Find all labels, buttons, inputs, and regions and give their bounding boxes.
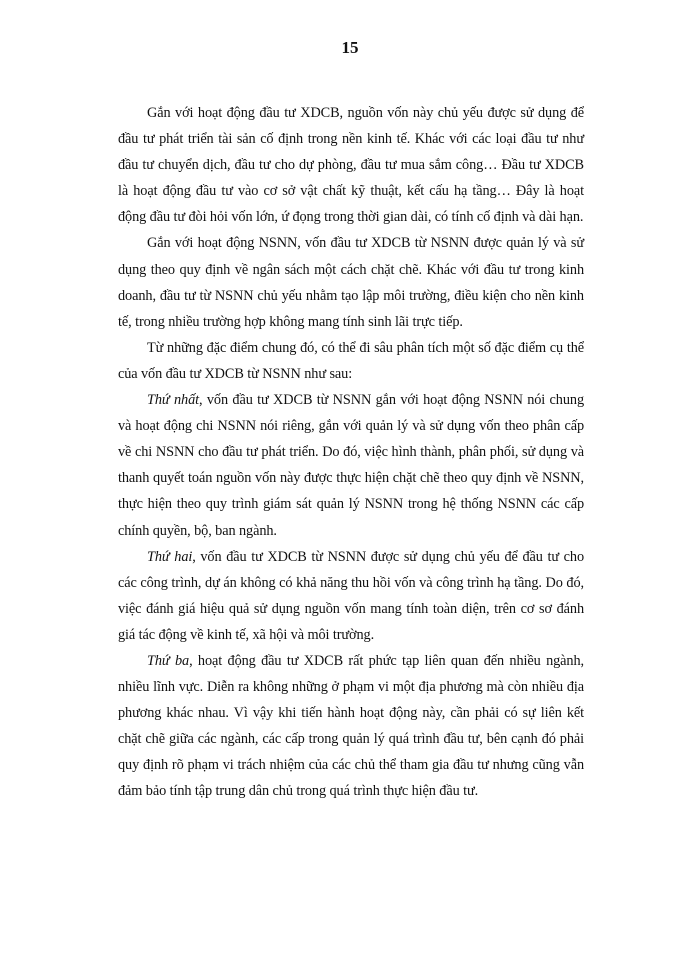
paragraph-6 [118,648,584,805]
paragraph-4 [118,387,584,544]
paragraph-1 [118,100,584,230]
paragraph-5 [118,544,584,648]
paragraph-text: , hoạt động đầu tư XDCB rất phức tạp liên quan đến nhiều ngành, nhiều lĩnh vực. Diễn ra không những ở phạm vi một địa phương mà còn nhiều địa phương khác nhau. Vì vậy khi tiến hành hoạt động này, cần phải có sự liên kết chặt chẽ giữa các ngành, các cấp trong quản lý quá trình đầu tư, bên cạnh đó phải quy định rõ phạm vi trách nhiệm của các chủ thể tham gia đầu tư nhưng cũng vẫn đảm bảo tính tập trung dân chủ trong quá trình thực hiện đầu tư. [118,652,584,800]
paragraph-3 [118,335,584,387]
paragraph-lead-thu-ba: Thứ ba [147,652,190,669]
paragraph-text: Gắn với hoạt động NSNN, vốn đầu tư XDCB từ NSNN được quản lý và sử dụng theo quy định về ngân sách một cách chặt chẽ. Khác với đầu tư trong kinh doanh, đầu tư từ NSNN chủ yếu nhằm tạo lập môi trường, điều kiện cho nền kinh tế, trong nhiều trường hợp không mang tính sinh lãi trực tiếp. [118,235,584,330]
paragraph-2 [118,230,584,334]
paragraph-lead-thu-hai: Thứ hai [147,548,193,565]
body-text [118,100,584,805]
page-number: 15 [341,38,359,57]
paragraph-text: Từ những đặc điểm chung đó, có thể đi sâu phân tích một số đặc điểm cụ thể của vốn đầu tư XDCB từ NSNN như sau: [118,339,584,382]
paragraph-text: , vốn đầu tư XDCB từ NSNN gắn với hoạt động NSNN nói chung và hoạt động chi NSNN nói riêng, gắn với quản lý và sử dụng vốn theo phân cấp về chi NSNN cho đầu tư phát triển. Do đó, việc hình thành, phân phối, sử dụng và thanh quyết toán nguồn vốn này được thực hiện chặt chẽ theo quy định về NSNN, thực hiện theo quy trình giám sát quản lý NSNN trong hệ thống NSNN các cấp chính quyền, bộ, ban ngành. [118,392,584,539]
paragraph-lead-thu-nhat: Thứ nhất [147,392,200,409]
paragraph-text: Gắn với hoạt động đầu tư XDCB, nguồn vốn này chủ yếu được sử dụng để đầu tư phát triển tài sản cố định trong nền kinh tế. Khác với các loại đầu tư như đầu tư chuyển dịch, đầu tư cho dự phòng, đầu tư mua sắm công… Đầu tư XDCB là hoạt động đầu tư vào cơ sở vật chất kỹ thuật, kết cấu hạ tầng… Đây là hoạt động đầu tư đòi hỏi vốn lớn, ứ đọng trong thời gian dài, có tính cố định và dài hạn. [118,105,584,226]
paragraph-text: , vốn đầu tư XDCB từ NSNN được sử dụng chủ yếu để đầu tư cho các công trình, dự án không có khả năng thu hồi vốn và công trình hạ tầng. Do đó, việc đánh giá hiệu quả sử dụng nguồn vốn mang tính toàn diện, trên cơ sơ đánh giá tác động về kinh tế, xã hội và môi trường. [118,548,584,643]
